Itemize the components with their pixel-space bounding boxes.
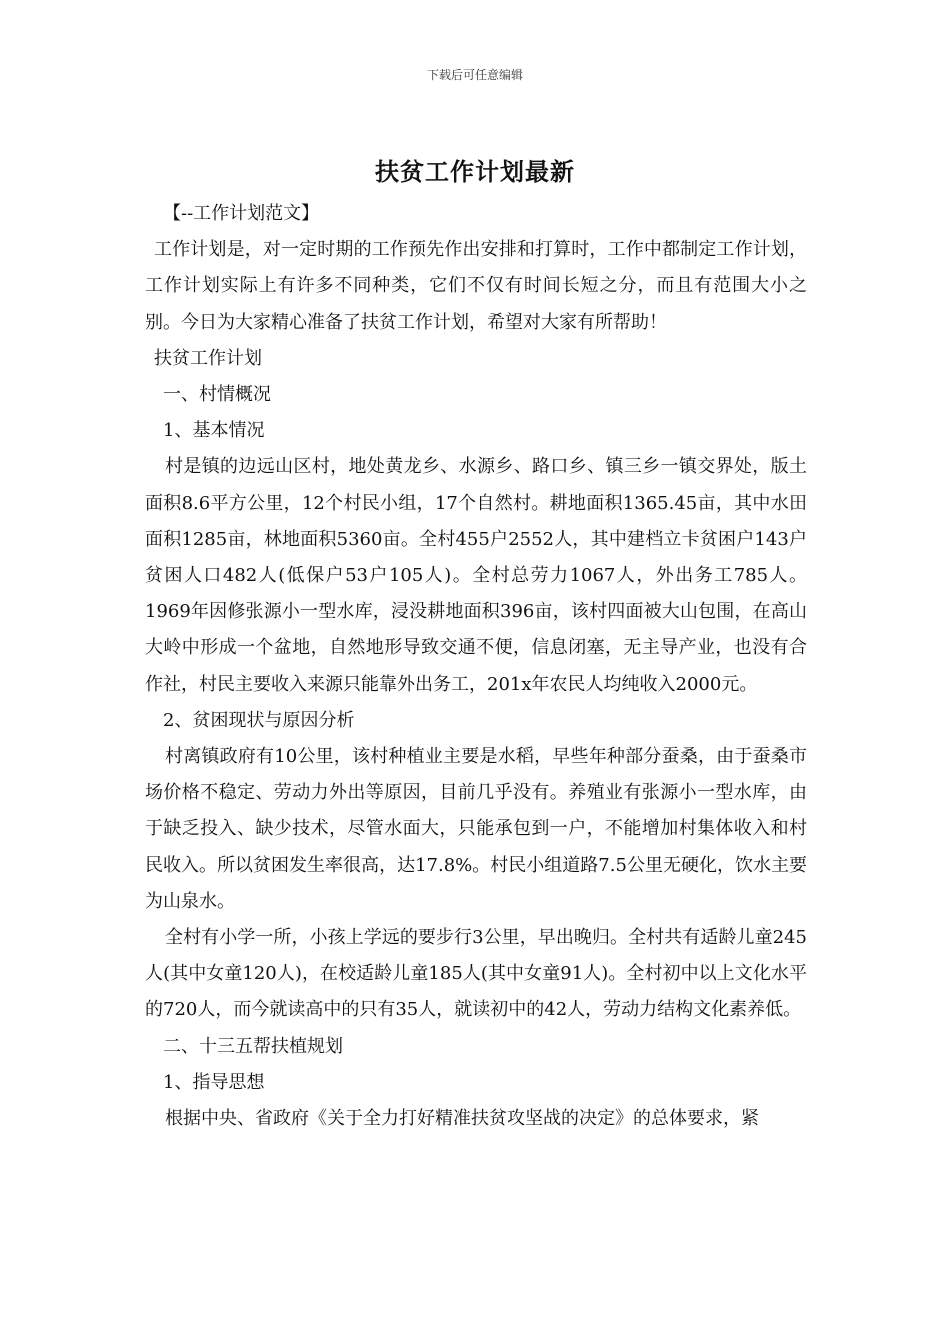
subsection-heading: 2、贫困现状与原因分析 — [163, 709, 355, 731]
category-tag: 【--工作计划范文】 — [163, 203, 320, 224]
subtitle: 扶贫工作计划 — [154, 347, 262, 369]
subsection-heading: 1、基本情况 — [163, 420, 265, 442]
paragraph: 全村有小学一所，小孩上学远的要步行3公里，早出晚归。全村共有适龄儿童245人(其中女童120人)，在校适龄儿童185人(其中女童91人)。全村初中以上文化水平的720人，而今就读高中的只有35人，就读初中的42人，劳动力结构文化素养低。 — [145, 927, 807, 1021]
document-title: 扶贫工作计划最新 — [375, 157, 575, 186]
paragraph: 根据中央、省政府《关于全力打好精准扶贫攻坚战的决定》的总体要求，紧 — [165, 1108, 759, 1130]
section-heading: 一、村情概况 — [163, 384, 271, 406]
header-note: 下载后可任意编辑 — [426, 68, 523, 82]
section-heading: 二、十三五帮扶植规划 — [163, 1035, 343, 1057]
intro-paragraph: 工作计划是，对一定时期的工作预先作出安排和打算时，工作中都制定工作计划，工作计划实际上有许多不同种类，它们不仅有时间长短之分，而且有范围大小之别。今日为大家精心准备了扶贫工作计划，希望对大家有所帮助！ — [145, 239, 807, 333]
document-body — [145, 196, 807, 1137]
paragraph: 村是镇的边远山区村，地处黄龙乡、水源乡、路口乡、镇三乡一镇交界处，版土面积8.6平方公里，12个村民小组，17个自然村。耕地面积1365.45亩，其中水田面积1285亩，林地面积5360亩。全村455户2552人，其中建档立卡贫困户143户贫困人口482人(低保户53户105人)。全村总劳力1067人，外出务工785人。1969年因修张源小一型水库，浸没耕地面积396亩，该村四面被大山包围，在高山大岭中形成一个盆地，自然地形导致交通不便，信息闭塞，无主导产业，也没有合作社，村民主要收入来源只能靠外出务工，201x年农民人均纯收入2000元。 — [145, 456, 807, 695]
subsection-heading: 1、指导思想 — [163, 1071, 265, 1093]
paragraph: 村离镇政府有10公里，该村种植业主要是水稻，早些年种部分蚕桑，由于蚕桑市场价格不稳定、劳动力外出等原因，目前几乎没有。养殖业有张源小一型水库，由于缺乏投入、缺少技术，尽管水面大，只能承包到一户，不能增加村集体收入和村民收入。所以贫困发生率很高，达17.8%。村民小组道路7.5公里无硬化，饮水主要为山泉水。 — [145, 746, 807, 912]
